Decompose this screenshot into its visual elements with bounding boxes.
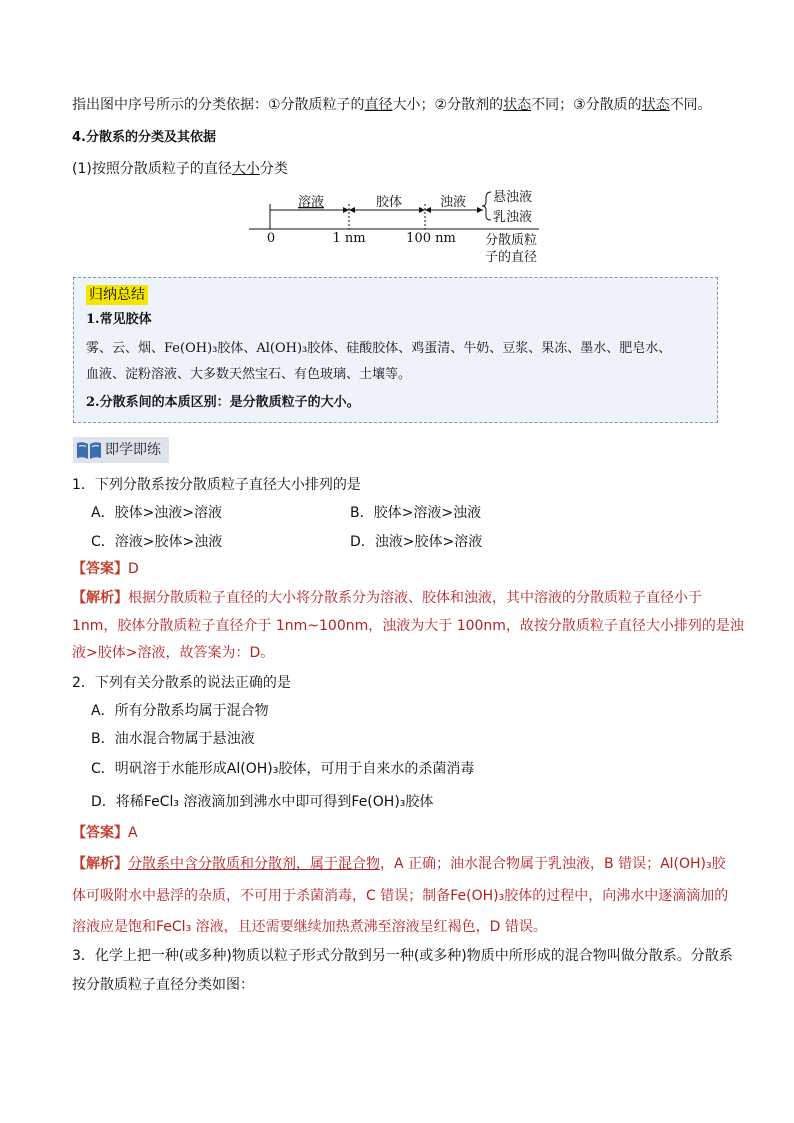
intro-text: 指出图中序号所示的分类依据：①分散质粒子的 bbox=[72, 97, 365, 113]
q3-line-1: 3．化学上把一种(或多种)物质以粒子形式分散到另一种(或多种)物质中所形成的混合物叫做分散系。分散系 bbox=[72, 948, 733, 964]
q2-option-d: D．将稀FeCl₃ 溶液滴加到沸水中即可得到Fe(OH)₃胶体 bbox=[91, 794, 434, 810]
intro-text: 不同；③分散质的 bbox=[531, 97, 642, 113]
brace bbox=[482, 192, 491, 220]
summary-heading-1: 1.常见胶体 bbox=[86, 312, 152, 327]
subsection-underline: 大小 bbox=[231, 161, 260, 177]
answer-value: A bbox=[128, 825, 138, 841]
axis-label-line1: 分散质粒 bbox=[484, 233, 538, 248]
classification-diagram bbox=[245, 186, 565, 270]
q2-stem: 2．下列有关分散系的说法正确的是 bbox=[72, 675, 291, 691]
q2-answer bbox=[72, 823, 138, 843]
q2-option-c: C．明矾溶于水能形成Al(OH)₃胶体，可用于自来水的杀菌消毒 bbox=[91, 761, 475, 777]
q1-analysis-line-2: 1nm，胶体分散质粒子直径介于 1nm~100nm，浊液为大于 100nm，故按分散质粒子直径大小排列的是浊 bbox=[72, 618, 744, 634]
q2-analysis-line-3: 溶液应是饱和FeCl₃ 溶液，且还需要继续加热煮沸至溶液呈红褐色，D 错误。 bbox=[72, 919, 547, 935]
answer-tag: 【答案】 bbox=[72, 561, 128, 577]
intro-underline-state: 状态 bbox=[503, 97, 532, 113]
q1-option-b: B．胶体>溶液>浊液 bbox=[350, 505, 482, 521]
tick-label-0: 0 bbox=[266, 231, 276, 246]
label-colloid: 胶体 bbox=[375, 195, 403, 210]
answer-tag: 【答案】 bbox=[72, 825, 128, 841]
summary-tag: 归纳总结 bbox=[86, 285, 148, 305]
answer-value: D bbox=[128, 561, 139, 577]
intro-underline-state: 状态 bbox=[641, 97, 670, 113]
arrow-head bbox=[343, 207, 349, 213]
book-icon bbox=[76, 440, 102, 460]
tick-label-100nm: 100 nm bbox=[406, 231, 456, 246]
label-emulsion: 乳浊液 bbox=[493, 210, 533, 225]
q2-analysis-line-2: 体可吸附水中悬浮的杂质，不可用于杀菌消毒，C 错误；制备Fe(OH)₃胶体的过程中，向沸水中逐滴滴加的 bbox=[72, 888, 729, 904]
q2-analysis-line-1 bbox=[72, 854, 726, 874]
arrow-head bbox=[425, 207, 431, 213]
intro-line bbox=[72, 95, 712, 115]
arrow-head bbox=[349, 207, 355, 213]
summary-box bbox=[73, 277, 718, 423]
subsection-text: (1)按照分散质粒子的直径 bbox=[72, 161, 232, 177]
analysis-underlined: 分散系中含分散质和分散剂，属于混合物 bbox=[128, 856, 380, 872]
subsection-text: 分类 bbox=[259, 161, 288, 177]
arrow-head bbox=[477, 207, 483, 213]
practice-label: 即学即练 bbox=[105, 442, 161, 458]
intro-text: 大小；②分散剂的 bbox=[392, 97, 504, 113]
analysis-text: 根据分散质粒子直径的大小将分散系分为溶液、胶体和浊液，其中溶液的分散质粒子直径小于 bbox=[128, 590, 702, 606]
analysis-tag: 【解析】 bbox=[72, 590, 128, 606]
q1-option-a: A．胶体>浊液>溶液 bbox=[91, 505, 223, 521]
summary-line-1: 雾、云、烟、Fe(OH)₃胶体、Al(OH)₃胶体、硅酸胶体、鸡蛋清、牛奶、豆浆、果冻、墨水、肥皂水、 bbox=[86, 341, 672, 356]
q1-stem: 1．下列分散系按分散质粒子直径大小排列的是 bbox=[72, 477, 361, 493]
subsection-heading bbox=[72, 159, 288, 179]
practice-header bbox=[73, 437, 169, 463]
q1-option-d: D．浊液>胶体>溶液 bbox=[350, 534, 483, 550]
q1-analysis-line-1 bbox=[72, 588, 702, 608]
q2-option-b: B．油水混合物属于悬浊液 bbox=[91, 731, 255, 747]
q3-line-2: 按分散质粒子直径分类如图： bbox=[72, 977, 254, 993]
tick-label-1nm: 1 nm bbox=[332, 231, 366, 246]
analysis-text: ，A 正确；油水混合物属于乳浊液，B 错误；Al(OH)₃胶 bbox=[380, 856, 726, 872]
q1-analysis-line-3: 液>胶体>溶液，故答案为：D。 bbox=[72, 645, 275, 661]
section-heading: 4.分散系的分类及其依据 bbox=[72, 130, 216, 145]
q1-answer bbox=[72, 559, 139, 579]
q1-option-c: C．溶液>胶体>浊液 bbox=[91, 534, 223, 550]
axis-label-line2: 子的直径 bbox=[484, 250, 538, 265]
analysis-tag: 【解析】 bbox=[72, 856, 128, 872]
intro-underline-diameter: 直径 bbox=[364, 97, 393, 113]
label-turbid: 浊液 bbox=[439, 195, 467, 210]
label-suspension: 悬浊液 bbox=[493, 190, 533, 205]
summary-line-2: 血液、淀粉溶液、大多数天然宝石、有色玻璃、土壤等。 bbox=[86, 367, 412, 382]
label-solution: 溶液 bbox=[297, 195, 325, 210]
arrow-head bbox=[419, 207, 425, 213]
summary-heading-2: 2.分散系间的本质区别：是分散质粒子的大小。 bbox=[86, 395, 360, 410]
intro-text: 不同。 bbox=[669, 97, 712, 113]
q2-option-a: A．所有分散系均属于混合物 bbox=[91, 703, 269, 719]
